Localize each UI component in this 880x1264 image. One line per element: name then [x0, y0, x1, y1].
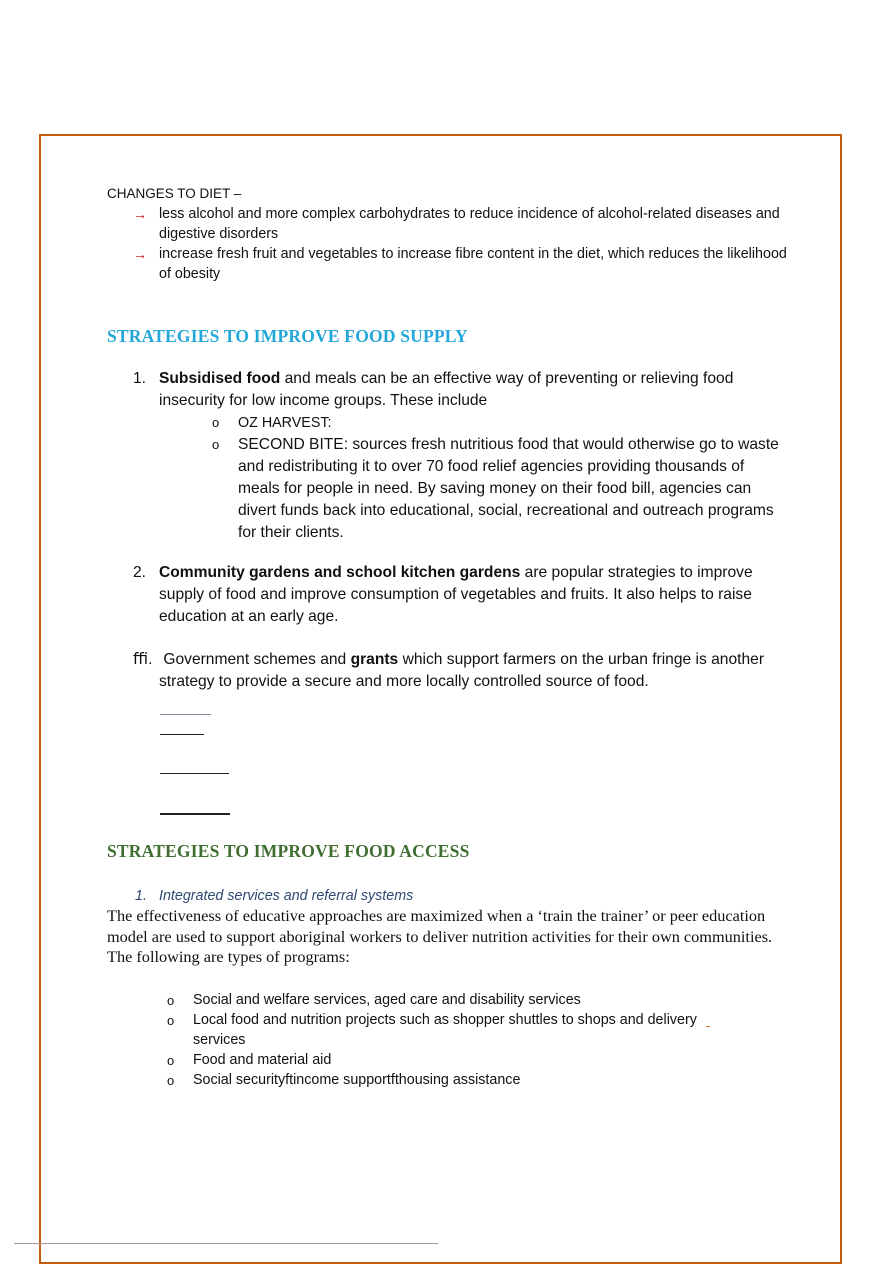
list-item — [107, 990, 787, 1010]
supply-list-cont — [107, 562, 787, 693]
bullet-icon: o — [167, 992, 175, 1008]
diet-title: CHANGES TO DIET – — [107, 186, 242, 201]
program-text: Food and material aid — [193, 1051, 332, 1068]
diet-item-text: increase fresh fruit and vegetables to increase fibre content in the diet, which reduces the likelihood of obesity — [159, 246, 787, 282]
item-bold-text: Subsidised food — [159, 370, 281, 387]
blank-line — [160, 813, 230, 815]
item-text: which support farmers on the urban fringe is another strategy to provide a secure and more locally controlled source of food. — [159, 651, 765, 690]
access-item — [107, 886, 787, 906]
program-text: Social and welfare services, aged care and disability services — [193, 991, 581, 1008]
arrow-icon: → — [133, 206, 147, 222]
sub-item-text: SECOND BITE: sources fresh nutritious food that would otherwise go to waste and redistributing it to over 70 food relief agencies providing thousands of meals for people in need. By saving money on their food bill, agencies can divert funds back into educational, social, recreational and outreach programs for their clients. — [238, 436, 779, 541]
diet-list — [107, 204, 787, 284]
item-number: 2. — [133, 564, 147, 581]
blank-line — [160, 714, 211, 715]
list-item — [107, 204, 787, 244]
sub-item-text: OZ HARVEST: — [238, 415, 332, 431]
program-text: Local food and nutrition projects such as shopper shuttles to shops and delivery services — [193, 1011, 697, 1048]
bullet-icon: o — [167, 1072, 175, 1088]
item-bold-text: Community gardens and school kitchen gardens — [159, 564, 521, 581]
blank-line — [160, 734, 204, 735]
footer-rule — [14, 1243, 438, 1244]
access-paragraph: The effectiveness of educative approaches are maximized when a ‘train the trainer’ or peer education model are used to support aboriginal workers to deliver nutrition activities for their own communities. The following are types of programs: — [107, 906, 773, 966]
diet-item-text: less alcohol and more complex carbohydrates to reduce incidence of alcohol-related diseases and digestive disorders — [159, 206, 780, 242]
item-number: 1. — [135, 888, 147, 904]
blank-line — [160, 773, 229, 774]
list-item — [107, 1010, 787, 1050]
item-bold-text: grants — [350, 651, 399, 668]
list-item — [107, 412, 787, 434]
access-heading: STRATEGIES TO IMPROVE FOOD ACCESS — [107, 841, 470, 861]
list-item — [107, 244, 787, 284]
program-text: Social securityftincome supportfthousing assistance — [193, 1071, 521, 1088]
supply-sub-list — [107, 412, 787, 544]
document-content — [107, 184, 787, 1090]
item-text: are popular strategies to improve supply of food and improve consumption of vegetables and fruits. It also helps to raise education at an early age. — [159, 564, 753, 625]
item-text: and meals can be an effective way of preventing or relieving food insecurity for low income groups. These include — [159, 370, 734, 409]
list-item — [107, 649, 787, 693]
arrow-icon: → — [133, 246, 147, 262]
list-item — [107, 434, 787, 544]
item-text-pre: Government schemes and — [163, 651, 351, 668]
blank-fill-lines — [107, 693, 787, 813]
list-item — [107, 1050, 787, 1070]
programs-list — [107, 990, 787, 1090]
bullet-icon: o — [212, 437, 220, 452]
supply-heading: STRATEGIES TO IMPROVE FOOD SUPPLY — [107, 326, 468, 346]
edit-mark — [706, 1026, 710, 1027]
item-number: ﬃ. — [133, 651, 153, 668]
list-item — [107, 562, 787, 628]
bullet-icon: o — [167, 1012, 175, 1028]
list-item — [107, 368, 787, 412]
access-item-label: Integrated services and referral systems — [159, 888, 414, 904]
item-number: 1. — [133, 370, 147, 387]
list-item — [107, 1070, 787, 1090]
supply-list — [107, 368, 787, 412]
bullet-icon: o — [167, 1052, 175, 1068]
bullet-icon: o — [212, 415, 220, 430]
